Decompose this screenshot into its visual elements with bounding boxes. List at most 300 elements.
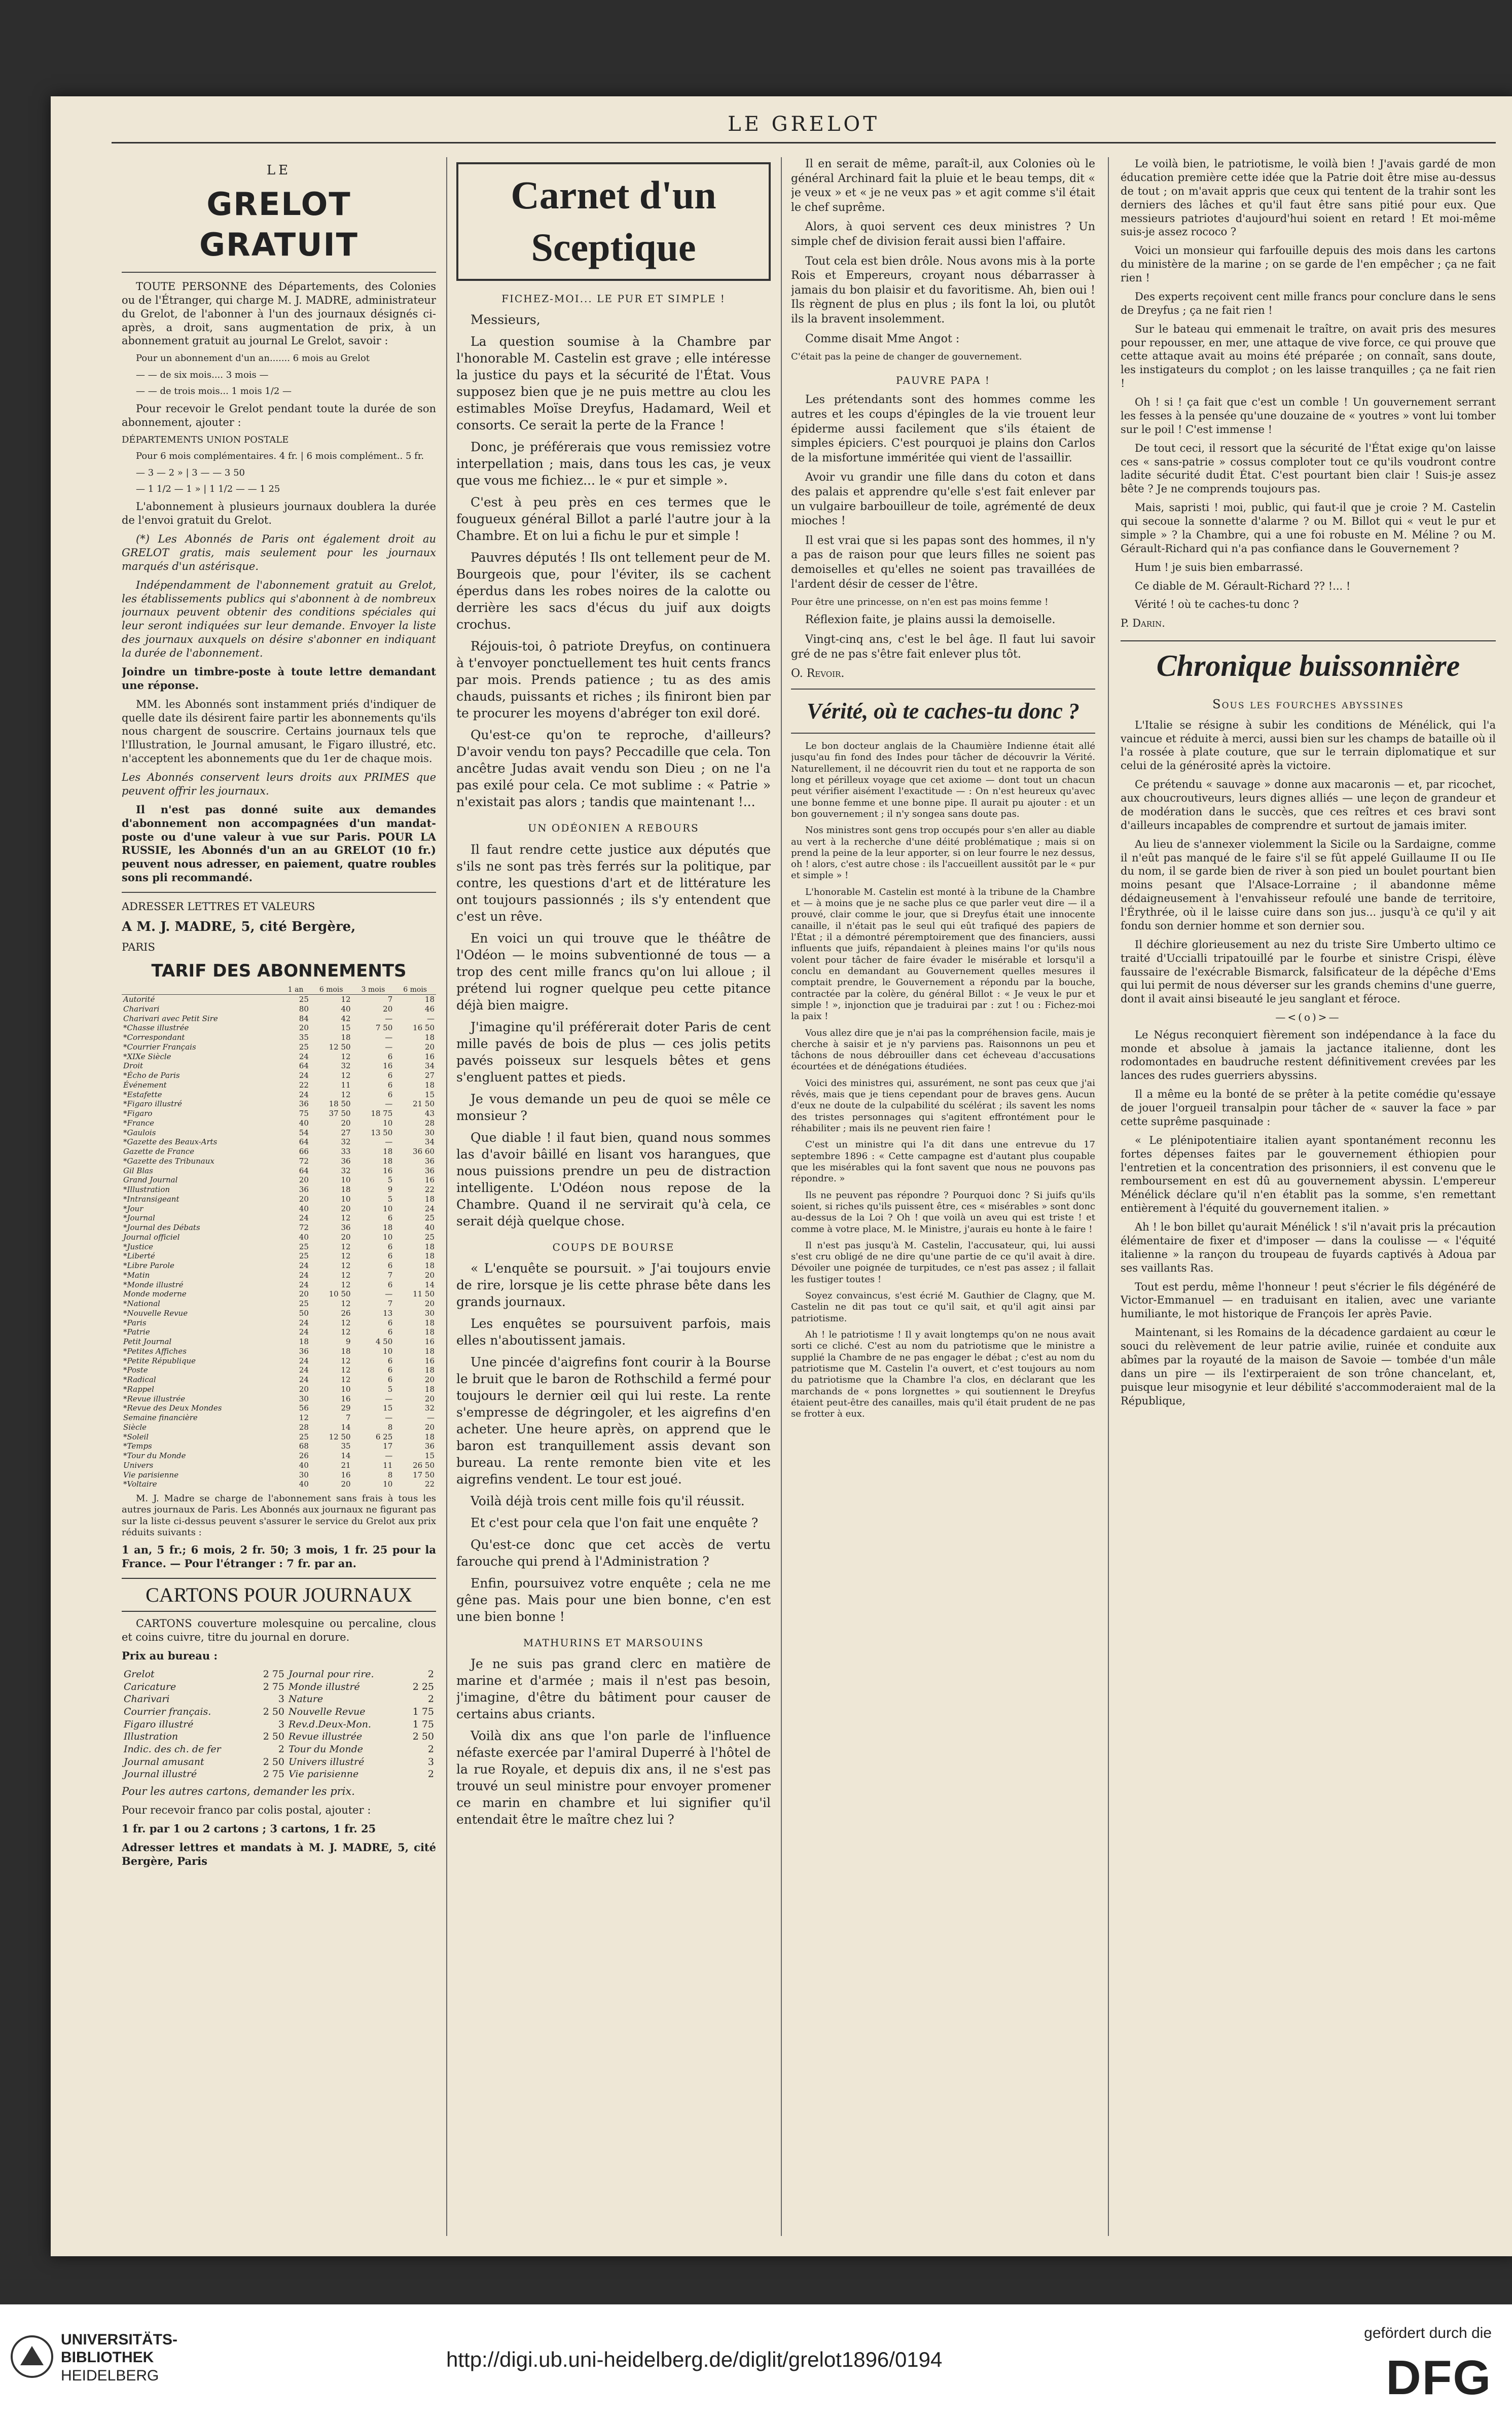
- tarif-price: 18: [424, 1318, 435, 1327]
- carton-price: 3: [278, 1693, 285, 1705]
- paragraph: Alors, à quoi servent ces deux ministres ? Un simple chef de division ferait aussi bien l'affaire.: [791, 221, 1095, 248]
- tarif-row: [122, 1271, 436, 1280]
- tarif-journal-name: Semaine financière: [123, 1413, 198, 1423]
- tarif-row: [122, 1413, 436, 1423]
- section-subtitle: FICHEZ-MOI... LE PUR ET SIMPLE !: [501, 292, 726, 305]
- tarif-price: 18: [424, 1365, 435, 1375]
- paragraph: Réjouis-toi, ô patriote Dreyfus, on continuera à t'envoyer ponctuellement tes huit cents francs par mois. Prends patience ; tu as des amis chauds, puissants et riches ; ils finiront bien par te procurer les moyens d'abréger ton exil doré.: [456, 639, 771, 721]
- tarif-journal-name: *Estafette: [123, 1090, 162, 1099]
- note-paris: (*) Les Abonnés de Paris ont également droit au GRELOT gratis, mais seulement pour les journaux marqués d'un astérisque.: [122, 533, 436, 572]
- tarif-price: 6: [387, 1251, 393, 1261]
- tarif-price: 22: [299, 1080, 309, 1090]
- tarif-price: 27: [341, 1128, 351, 1137]
- tarif-price: —: [385, 1413, 393, 1423]
- tarif-price: 20: [299, 1289, 309, 1299]
- tarif-journal-name: *Paris: [123, 1318, 147, 1327]
- tarif-row: [122, 1185, 436, 1195]
- chronique-subtitle: Sous les fourches abyssines: [1212, 697, 1404, 711]
- tarif-price: 20: [341, 1232, 351, 1242]
- tarif-price: 12: [341, 1327, 351, 1337]
- tarif-row: [122, 1479, 436, 1489]
- tarif-note: M. J. Madre se charge de l'abonnement sans frais à tous les autres journaux de Paris. Les Abonnés aux journaux ne figurant pas sur la liste ci-dessus peuvent s'assurer le service du Grelot aux prix réduits suivants :: [122, 1493, 436, 1538]
- tarif-row: [122, 1385, 436, 1394]
- carton-journal-name: Journal illustré: [124, 1768, 197, 1780]
- cartons-autres: Pour les autres cartons, demander les prix.: [122, 1785, 355, 1798]
- paragraph: Que diable ! il faut bien, quand nous sommes las d'avoir bâillé en lisant vos harangues, que nous puissions prendre un peu de distraction intelligente. L'Odéon nous repose de la Chambre. Quand il ne servirait qu'à cela, ce serait déjà quelque chose.: [456, 1130, 771, 1229]
- tarif-price: 12: [341, 995, 351, 1004]
- paragraph: Voilà déjà trois cent mille fois qu'il réussit.: [471, 1494, 745, 1509]
- tarif-price: 10: [341, 1175, 351, 1185]
- tarif-price: 6: [387, 1242, 393, 1251]
- carton-journal-name: Journal pour rire.: [289, 1668, 374, 1680]
- union-line: — 1 1/2 — 1 » | 1 1/2 — — 1 25: [136, 483, 280, 494]
- tarif-price: 25: [299, 1299, 309, 1309]
- paragraph: Pauvres députés ! Ils ont tellement peur de M. Bourgeois que, pour l'éviter, ils se cachent éperdus dans les robes noires de la calotte ou derrière les sacs d'écus du juif aux doigts crochus.: [456, 550, 771, 632]
- paragraph: C'est un ministre qui l'a dit dans une entrevue du 17 septembre 1896 : « Cette campagne est d'autant plus coupable que les misérables qui la font savent que nous ne pouvons pas répondre. »: [791, 1139, 1095, 1184]
- tarif-price: 64: [299, 1166, 309, 1175]
- tarif-title: TARIF DES ABONNEMENTS: [151, 961, 407, 982]
- carton-journal-name: Monde illustré: [289, 1681, 360, 1692]
- tarif-price: 6: [387, 1327, 393, 1337]
- verite-title: Vérité, où te caches-tu donc ?: [807, 698, 1079, 724]
- tarif-price: 50: [299, 1308, 309, 1318]
- paragraph: Voici un monsieur qui farfouille depuis des mois dans les cartons du ministère de la marine ; on se garde de l'en empêcher ; ça ne fait rien !: [1121, 244, 1496, 284]
- tarif-price: 5: [387, 1194, 393, 1204]
- tarif-price: 18 50: [329, 1099, 351, 1109]
- tarif-price: 22: [424, 1479, 435, 1489]
- tarif-row: [122, 1337, 436, 1347]
- carton-price: 1 75: [412, 1706, 434, 1717]
- masthead: LE GRELOT: [112, 106, 1496, 143]
- paragraph: Il déchire glorieusement au nez du triste Sire Umberto ultimo ce traité d'Uccialli tripatouillé par le fourbe et sinistre Crispi, élève faussaire de l'exécrable Bismarck, falsificateur de la dépêche d'Ems qui lui permit de nous déverser sur les grands chemins d'une guerre, dont il avait ainsi biseauté le jeu sanglant et féroce.: [1121, 938, 1496, 1005]
- tarif-price: 75: [299, 1109, 309, 1118]
- tarif-row: [122, 1204, 436, 1214]
- tarif-journal-name: Monde moderne: [123, 1289, 187, 1299]
- tarif-price: 32: [341, 1137, 351, 1147]
- tarif-journal-name: *Petites Affiches: [123, 1346, 187, 1356]
- column-three: [791, 157, 1095, 2236]
- tarif-journal-name: *Revue des Deux Mondes: [123, 1403, 222, 1413]
- tarif-price: —: [385, 1137, 393, 1147]
- tarif-price: 18: [424, 1327, 435, 1337]
- tarif-price: 26: [341, 1308, 351, 1318]
- paragraph: Tout est perdu, même l'honneur ! peut s'écrier le fils dégénéré de Victor-Emmanuel — en traduisant en italien, avec une variante humiliante, le mot historique de François Ier après Pavie.: [1121, 1280, 1496, 1320]
- tarif-row: [122, 1099, 436, 1109]
- tarif-price: 9: [346, 1337, 351, 1347]
- tarif-price: 36: [299, 1346, 309, 1356]
- tarif-row: [122, 995, 436, 1004]
- tarif-price: 80: [299, 1004, 309, 1014]
- tarif-price: 68: [299, 1441, 309, 1451]
- tarif-price: 6: [387, 1318, 393, 1327]
- tarif-price: 18: [299, 1337, 309, 1347]
- tarif-journal-name: Charivari: [123, 1004, 160, 1014]
- tarif-price: 26: [299, 1451, 309, 1461]
- paragraph: Avoir vu grandir une fille dans du coton et dans des palais et apprendre qu'elle s'est fait enlever par un vulgaire barbouilleur de toile, agrémenté de deux mioches !: [791, 471, 1095, 528]
- tarif-journal-name: *Journal des Débats: [123, 1223, 200, 1233]
- joindre-text: Joindre un timbre-poste à toute lettre demandant une réponse.: [122, 665, 436, 692]
- tarif-header-cell: 3 mois: [352, 986, 394, 995]
- tarif-price: 43: [424, 1109, 435, 1118]
- tarif-price: 12: [341, 1090, 351, 1099]
- carton-price: 2 75: [263, 1681, 285, 1692]
- tarif-row: [122, 1137, 436, 1147]
- tarif-row: [122, 1023, 436, 1033]
- paragraph: Donc, je préférerais que vous remissiez votre interpellation ; mais, dans tous les cas, je veux que vous me fichiez... le « pur et simple ».: [456, 440, 771, 488]
- tarif-price: 6: [387, 1261, 393, 1271]
- carton-journal-name: Revue illustrée: [289, 1731, 363, 1743]
- tarif-journal-name: Gazette de France: [123, 1147, 195, 1157]
- tarif-journal-name: *Monde illustré: [123, 1280, 184, 1289]
- tarif-price: 12: [341, 1261, 351, 1271]
- tarif-price: 25: [299, 1242, 309, 1251]
- tarif-price: 18: [424, 1033, 435, 1042]
- tarif-price: 24: [299, 1356, 309, 1365]
- tarif-journal-name: Petit Journal: [123, 1337, 172, 1347]
- tarif-price: 30: [424, 1128, 435, 1137]
- paragraph: Tout cela est bien drôle. Nous avons mis à la porte Rois et Empereurs, croyant nous débarrasser à jamais du bon plaisir et du favoritisme. Ah, bien oui ! Ils règnent de plus en plus ; ils font la loi, ou plutôt ils la bravent insolemment.: [791, 255, 1095, 326]
- tarif-price: 24: [299, 1280, 309, 1289]
- tarif-price: 36: [341, 1156, 351, 1166]
- paragraph: Les prétendants sont des hommes comme les autres et les coups d'épingles de la vie trouent leur épiderme aussi facilement que s'ils étaient de simples épiciers. C'est pourquoi je plains don Carlos de la misfortune imméritée qui vient de l'assaillir.: [791, 393, 1095, 464]
- tarif-journal-name: *Tour du Monde: [123, 1451, 186, 1461]
- paragraph: Comme disait Mme Angot :: [805, 332, 960, 345]
- tarif-price: 6: [387, 1280, 393, 1289]
- tarif-row: [122, 1004, 436, 1014]
- tarif-price: 9: [387, 1185, 393, 1195]
- tarif-journal-name: *Petite République: [123, 1356, 196, 1365]
- tarif-price: 15: [341, 1023, 351, 1033]
- carton-price: 2: [278, 1744, 285, 1755]
- abo-line: — — de six mois.... 3 mois —: [136, 369, 269, 380]
- tarif-price: 10: [341, 1384, 351, 1394]
- tarif-price: 6 25: [375, 1432, 393, 1441]
- paragraph: Ils ne peuvent pas répondre ? Pourquoi donc ? Si juifs qu'ils soient, si riches qu'ils puissent être, ces « misérables » sont donc au-dessus de la Loi ? Oh ! que voilà un aveu qui est triste ! et comme à votre place, M. le Ministre, j'aurais eu honte à le faire !: [791, 1189, 1095, 1235]
- paragraph: Le Négus reconquiert fièrement son indépendance à la face du monde et absolue à jamais la jactance italienne, dont les rodomontades en baudruche restent définitivement crevées par les lances des rudes guerriers abyssins.: [1121, 1028, 1496, 1082]
- tarif-price: —: [385, 1394, 393, 1403]
- tarif-price: 12: [341, 1318, 351, 1327]
- paragraph: Voici des ministres qui, assurément, ne sont pas ceux que j'ai rêvés, mais que je tiens cependant pour de braves gens. Aucun d'eux ne doute de la culpabilité du scélérat ; ils savent les noms des tristes personnages qui s'agitent effrontément pour le réhabiliter ; mais ils ne peuvent rien faire !: [791, 1077, 1095, 1134]
- tarif-row: [122, 1109, 436, 1118]
- intro-text: TOUTE PERSONNE des Départements, des Colonies ou de l'Étranger, qui charge M. J. MADRE, administrateur du Grelot, de l'abonner à l'un des journaux désignés ci-après, a droit, sans augmentation de prix, à un abonnement gratuit au journal Le Grelot, savoir :: [122, 280, 436, 347]
- tarif-price: 20: [424, 1270, 435, 1280]
- carton-journal-name: Vie parisienne: [289, 1768, 359, 1780]
- carton-price: 2 75: [263, 1768, 285, 1780]
- tarif-row: [122, 1233, 436, 1242]
- tarif-price: 64: [299, 1061, 309, 1071]
- tarif-row: [122, 1090, 436, 1100]
- paragraph: C'est à peu près en ces termes que le fougueux général Billot a parlé l'autre jour à la Chambre. Et on lui a fichu le pur et simple !: [456, 495, 771, 544]
- signature: O. Revoir.: [791, 667, 845, 680]
- tarif-price: —: [385, 1289, 393, 1299]
- tarif-price: 26 50: [413, 1460, 435, 1470]
- paragraph: Au lieu de s'annexer violemment la Sicile ou la Sardaigne, comme il n'eût pas manqué de le faire s'il se fût appelé Guillaume II ou IIe du nom, il se garde bien de river à son pied un boulet pourtant bien moins pesant que l'Alsace-Lorraine ; il abandonne même dédaigneusement à l'envahisseur refoulé une bande de territoire, l'Érythrée, où il le laisse cuire dans son jus... jusqu'à ce qu'il y ait fondu son dernier homme et son dernier sou.: [1121, 838, 1496, 932]
- tarif-row: [122, 1347, 436, 1356]
- tarif-price: 12: [341, 1071, 351, 1080]
- cartons-row: [122, 1730, 436, 1743]
- tarif-price: 25: [299, 995, 309, 1004]
- tarif-price: 12: [341, 1251, 351, 1261]
- divider: [791, 733, 1095, 734]
- adresser-label: ADRESSER LETTRES ET VALEURS: [122, 900, 315, 913]
- tarif-price: 34: [424, 1137, 435, 1147]
- tarif-price: 10: [383, 1118, 393, 1128]
- tarif-price: 20: [299, 1384, 309, 1394]
- tarif-price: 32: [341, 1061, 351, 1071]
- divider: [122, 892, 436, 893]
- tarif-price: 54: [299, 1128, 309, 1137]
- paragraph: Il en serait de même, paraît-il, aux Colonies où le général Archinard fait la pluie et le beau temps, dit « je veux » et « je ne veux pas » et agit comme s'il était le chef suprême.: [791, 158, 1095, 214]
- cartons-sub: Prix au bureau :: [122, 1649, 218, 1663]
- library-name-line: BIBLIOTHEK: [61, 2349, 154, 2366]
- tarif-row: [122, 1261, 436, 1271]
- tarif-row: [122, 1195, 436, 1204]
- section-subtitle: UN ODÉONIEN A REBOURS: [528, 822, 699, 835]
- tarif-journal-name: *Gazette des Tribunaux: [123, 1156, 214, 1166]
- tarif-price: 6: [387, 1356, 393, 1365]
- tarif-price: 35: [341, 1441, 351, 1451]
- abo-double-text: L'abonnement à plusieurs journaux doublera la durée de l'envoi gratuit du Grelot.: [122, 500, 436, 527]
- tarif-price: 10: [383, 1346, 393, 1356]
- tarif-price: 20: [424, 1375, 435, 1385]
- tarif-price: 24: [299, 1365, 309, 1375]
- tarif-price: 18: [424, 1242, 435, 1251]
- source-url-link[interactable]: http://digi.ub.uni-heidelberg.de/diglit/grelot1896/0194: [446, 2348, 943, 2371]
- paragraph: Hum ! je suis bien embarrassé.: [1135, 561, 1303, 573]
- tarif-price: 32: [424, 1403, 435, 1413]
- tarif-journal-name: *Radical: [123, 1375, 156, 1385]
- tarif-price: 29: [341, 1403, 351, 1413]
- tarif-price: 18: [424, 1346, 435, 1356]
- tarif-body: [122, 995, 436, 1490]
- tarif-row: [122, 1128, 436, 1138]
- tarif-row: [122, 1042, 436, 1052]
- paragraph: Soyez convaincus, s'est écrié M. Gauthier de Clagny, que M. Castelin ne dit pas tout ce qu'il sait, et qu'il agit ainsi par patriotisme.: [791, 1290, 1095, 1324]
- tarif-header-cell: 1 an: [281, 986, 310, 995]
- tarif-price: 20: [424, 1422, 435, 1432]
- tarif-price: 20: [424, 1394, 435, 1403]
- tarif-price: 30: [299, 1394, 309, 1403]
- paragraph: J'imagine qu'il préférerait doter Paris de cent mille pavés de bois de plus — ces jolis petits pavés poisseux sur lesquels bêtes et gens s'engluent pattes et pieds.: [456, 1019, 771, 1085]
- paragraph: Et c'est pour cela que l'on fait une enquête ?: [471, 1515, 759, 1531]
- tarif-price: 16: [424, 1356, 435, 1365]
- tarif-price: 20: [341, 1204, 351, 1213]
- tarif-row: [122, 1441, 436, 1451]
- tarif-price: 25: [424, 1232, 435, 1242]
- paragraph: Nos ministres sont gens trop occupés pour s'en aller au diable au vert à la recherche d'une déité problématique ; mais si on prend la peine de la leur apporter, si on leur fourre le nez dessus, oh ! alors, c'est autre chose : ils l'accueillent aussitôt par le « pur et simple » !: [791, 825, 1095, 881]
- tarif-price: 30: [424, 1308, 435, 1318]
- tarif-row: [122, 1309, 436, 1318]
- carton-journal-name: Illustration: [124, 1731, 178, 1743]
- tarif-price: 6: [387, 1090, 393, 1099]
- tarif-row: [122, 1403, 436, 1413]
- tarif-row: [122, 1394, 436, 1404]
- union-line: Pour 6 mois complémentaires. 4 fr. | 6 mois complément.. 5 fr.: [136, 451, 424, 462]
- tarif-row: [122, 1251, 436, 1261]
- paragraph: De tout ceci, il ressort que la sécurité de l'État exige qu'on laisse ces « sans-patrie » cossus comploter tout ce qu'ils voudront contre ladite sécurité dudit État. C'est pourtant bien clair ! Suis-je assez bête ? Je ne comprends toujours pas.: [1121, 442, 1496, 495]
- paragraph: L'Italie se résigne à subir les conditions de Ménélick, qui l'a vaincue et réduite à merci, aussi bien sur les champs de bataille où il l'a rossée à plate couture, que sur le terrain diplomatique et sur celui de la générosité après la victoire.: [1121, 718, 1496, 772]
- tarif-price: 7: [387, 1299, 393, 1309]
- tarif-row: [122, 1014, 436, 1024]
- carton-price: 2: [427, 1668, 434, 1680]
- cartons-row: [122, 1743, 436, 1756]
- mm-abonnes-text: MM. les Abonnés sont instamment priés d'indiquer de quelle date ils désirent faire partir les abonnements qu'ils nous chargent de souscrire. Certains journaux tels que l'Illustration, le Journal amusant, le Figaro illustré, etc. n'acceptent les abonnements que du 1er de chaque mois.: [122, 698, 436, 765]
- column-grelot-gratuit: [122, 157, 436, 2236]
- tarif-journal-name: Vie parisienne: [123, 1470, 179, 1479]
- tarif-price: 40: [299, 1118, 309, 1128]
- paragraph: La question soumise à la Chambre par l'honorable M. Castelin est grave ; elle intéresse la justice du pays et la sécurité de l'État. Vous supposez bien que je ne puis mettre au clou les estimables Moïse Dreyfus, Hadamard, Weil et consorts. Ce serait la perte de la France !: [456, 334, 771, 433]
- le-label: LE: [266, 163, 292, 178]
- cartons-row: [122, 1718, 436, 1731]
- tarif-price: 20: [299, 1023, 309, 1033]
- tarif-price: 18: [424, 995, 435, 1004]
- tarif-journal-name: Gil Blas: [123, 1166, 153, 1175]
- tarif-price: 24: [299, 1052, 309, 1061]
- paragraph: Il est vrai que si les papas sont des hommes, il n'y a pas de raison pour que leurs filles ne soient pas demoiselles et qu'elles ne soient pas travaillées de l'ardent désir de cesser de l'être.: [791, 534, 1095, 591]
- cartons-title: CARTONS POUR JOURNAUX: [122, 1578, 436, 1612]
- section-subtitle: MATHURINS ET MARSOUINS: [523, 1637, 704, 1649]
- tarif-price: 35: [299, 1033, 309, 1042]
- tarif-price: —: [385, 1042, 393, 1052]
- carton-journal-name: Nature: [289, 1693, 323, 1705]
- viewer-footer: [0, 2304, 1512, 2419]
- tarif-row: [122, 1289, 436, 1299]
- paragraph: Vingt-cinq ans, c'est le bel âge. Il faut lui savoir gré de ne pas s'être fait enlever plus tôt.: [791, 633, 1095, 661]
- cartons-row: [122, 1768, 436, 1781]
- tarif-price: 33: [341, 1147, 351, 1157]
- paragraph: Il faut rendre cette justice aux députés que s'ils ne sont pas très ferrés sur la politique, par contre, les questions d'art et de littérature les ont toujours passionnés ; ils s'y entendent que c'est un rêve.: [456, 842, 771, 924]
- tarif-price: 40: [299, 1204, 309, 1213]
- tarif-price: 18: [341, 1346, 351, 1356]
- paragraph: Des experts reçoivent cent mille francs pour conclure dans le sens de Dreyfus ; ça ne fait rien !: [1121, 290, 1496, 316]
- tarif-price: 36: [341, 1223, 351, 1233]
- tarif-price: 42: [341, 1014, 351, 1023]
- tarif-price: 18: [424, 1194, 435, 1204]
- library-name-line: HEIDELBERG: [61, 2367, 159, 2384]
- tarif-price: 7: [387, 995, 393, 1004]
- tarif-price: 11: [341, 1080, 351, 1090]
- grelot-gratuit-title: GRELOT GRATUIT: [199, 186, 358, 263]
- tarif-price: —: [385, 1033, 393, 1042]
- tarif-price: 20: [424, 1042, 435, 1052]
- tarif-price: 18: [383, 1156, 393, 1166]
- tarif-price: 6: [387, 1071, 393, 1080]
- tarif-journal-name: *Gazette des Beaux-Arts: [123, 1137, 218, 1147]
- tarif-price: 16: [341, 1394, 351, 1403]
- divider: [122, 272, 436, 273]
- carton-price: 2 50: [412, 1731, 434, 1743]
- tarif-row: [122, 1327, 436, 1337]
- paragraph: Une pincée d'aigrefins font courir à la Bourse le bruit que le baron de Rothschild a fermé pour toujours le dernier œil qui lui reste. La rente s'empresse de dégringoler, et les aigrefins d'en acheter. Une heure après, on apprend que le baron est tranquillement assis devant son bureau. La rente remonte bien vite et les aigrefins vendent. Le tour est joué.: [456, 1355, 771, 1487]
- carton-price: 2 25: [412, 1681, 434, 1692]
- union-header: DÉPARTEMENTS UNION POSTALE: [122, 435, 289, 446]
- carton-price: 2: [427, 1768, 434, 1780]
- tarif-row: [122, 1166, 436, 1176]
- abo-line: — — de trois mois... 1 mois 1/2 —: [136, 385, 292, 396]
- tarif-price: 14: [341, 1451, 351, 1461]
- independamment-text: Indépendamment de l'abonnement gratuit au Grelot, les établissements publics qui s'abonnent à de nombreux journaux peuvent obtenir des conditions spéciales qui leur seront indiquées sur leur demande. Envoyer la liste des journaux auxquels on désire s'abonner en indiquant la durée de l'abonnement.: [122, 579, 436, 660]
- tarif-price: 20: [299, 1194, 309, 1204]
- tarif-row: [122, 1299, 436, 1309]
- tarif-price: 8: [387, 1470, 393, 1479]
- tarif-price: 6: [387, 1213, 393, 1223]
- tarif-price: 24: [299, 1071, 309, 1080]
- paragraph: « L'enquête se poursuit. » J'ai toujours envie de rire, lorsque je lis cette phrase bête dans les grands journaux.: [456, 1261, 771, 1310]
- tarif-journal-name: *Liberté: [123, 1251, 155, 1261]
- tarif-price: 21: [341, 1460, 351, 1470]
- tarif-price: 18: [383, 1147, 393, 1157]
- tarif-price: 10 50: [329, 1289, 351, 1299]
- tarif-journal-name: *Nouvelle Revue: [123, 1308, 188, 1318]
- tarif-row: [122, 1375, 436, 1385]
- tarif-price: 18: [424, 1432, 435, 1441]
- tarif-price: 25: [299, 1432, 309, 1441]
- madre-address: A M. J. MADRE, 5, cité Bergère,: [122, 919, 356, 934]
- tarif-price: 15: [424, 1090, 435, 1099]
- carton-journal-name: Figaro illustré: [124, 1718, 194, 1730]
- carton-price: 1 75: [412, 1718, 434, 1730]
- tarif-price: 10: [341, 1194, 351, 1204]
- primes-text: Les Abonnés conservent leurs droits aux PRIMES que peuvent offrir les journaux.: [122, 771, 436, 797]
- paragraph: Voilà dix ans que l'on parle de l'influence néfaste exercée par l'amiral Duperré à l'hôtel de la rue Royale, et depuis dix ans, il ne s'est pas trouvé un seul ministre pour envoyer promener ce marin en chambre et lui signifier qu'il entendait être le maître chez lui ?: [456, 1728, 771, 1827]
- tarif-price: 12: [341, 1365, 351, 1375]
- carton-journal-name: Nouvelle Revue: [289, 1706, 366, 1717]
- tarif-price: 56: [299, 1403, 309, 1413]
- tarif-price: 12: [341, 1213, 351, 1223]
- paragraph: Oh ! si ! ça fait que c'est un comble ! Un gouvernement serrant les fesses à la pensée qu'une douzaine de « youtres » vont lui tomber sur le poil ! C'est immense !: [1121, 396, 1496, 436]
- tarif-price: 5: [387, 1384, 393, 1394]
- tarif-table: [122, 986, 436, 1490]
- tarif-journal-name: Journal officiel: [123, 1232, 180, 1242]
- tarif-price: 25: [299, 1042, 309, 1052]
- carton-price: 3: [278, 1718, 285, 1730]
- paragraph: Ce diable de M. Gérault-Richard ?? !... !: [1135, 580, 1351, 592]
- tarif-price: 24: [299, 1375, 309, 1385]
- cartons-table: [122, 1668, 436, 1781]
- tarif-price: 6: [387, 1375, 393, 1385]
- tarif-price: 36: [299, 1099, 309, 1109]
- tarif-price: 16: [424, 1175, 435, 1185]
- tarif-header-cell: [122, 986, 281, 995]
- tarif-price: 16: [383, 1166, 393, 1175]
- column-rule: [1108, 157, 1109, 2236]
- tarif-price: 72: [299, 1223, 309, 1233]
- tarif-price: 36: [424, 1156, 435, 1166]
- tarif-price: 7: [346, 1413, 351, 1423]
- tarif-price: 18: [383, 1223, 393, 1233]
- tarif-journal-name: *Poste: [123, 1365, 148, 1375]
- paragraph: Vous allez dire que je n'ai pas la compréhension facile, mais je cherche à saisir et je n'y parviens pas. Raisonnons un peu et tâchons de nous débrouiller dans cet écheveau d'accusations écourtées et de dénégations étudiées.: [791, 1027, 1095, 1072]
- tarif-row: [122, 1213, 436, 1223]
- paragraph: Les enquêtes se poursuivent parfois, mais elles n'aboutissent jamais.: [456, 1316, 771, 1348]
- signature: P. Darin.: [1121, 617, 1165, 630]
- tarif-price: 25: [299, 1251, 309, 1261]
- divider: [791, 689, 1095, 690]
- tarif-price: 4 50: [375, 1337, 393, 1347]
- tarif-price: 37 50: [329, 1109, 351, 1118]
- column-rule: [781, 157, 782, 2236]
- carton-price: 2 50: [263, 1706, 285, 1717]
- tarif-price: 12: [341, 1052, 351, 1061]
- tarif-price: 46: [424, 1004, 435, 1014]
- tarif-price: 40: [341, 1004, 351, 1014]
- tarif-price: 12: [341, 1242, 351, 1251]
- ornament-divider: —<(o)>—: [1275, 1011, 1341, 1024]
- tarif-journal-name: *Jour: [123, 1204, 143, 1213]
- tarif-price: 18: [424, 1251, 435, 1261]
- tarif-journal-name: *Intransigeant: [123, 1194, 179, 1204]
- cartons-row: [122, 1681, 436, 1693]
